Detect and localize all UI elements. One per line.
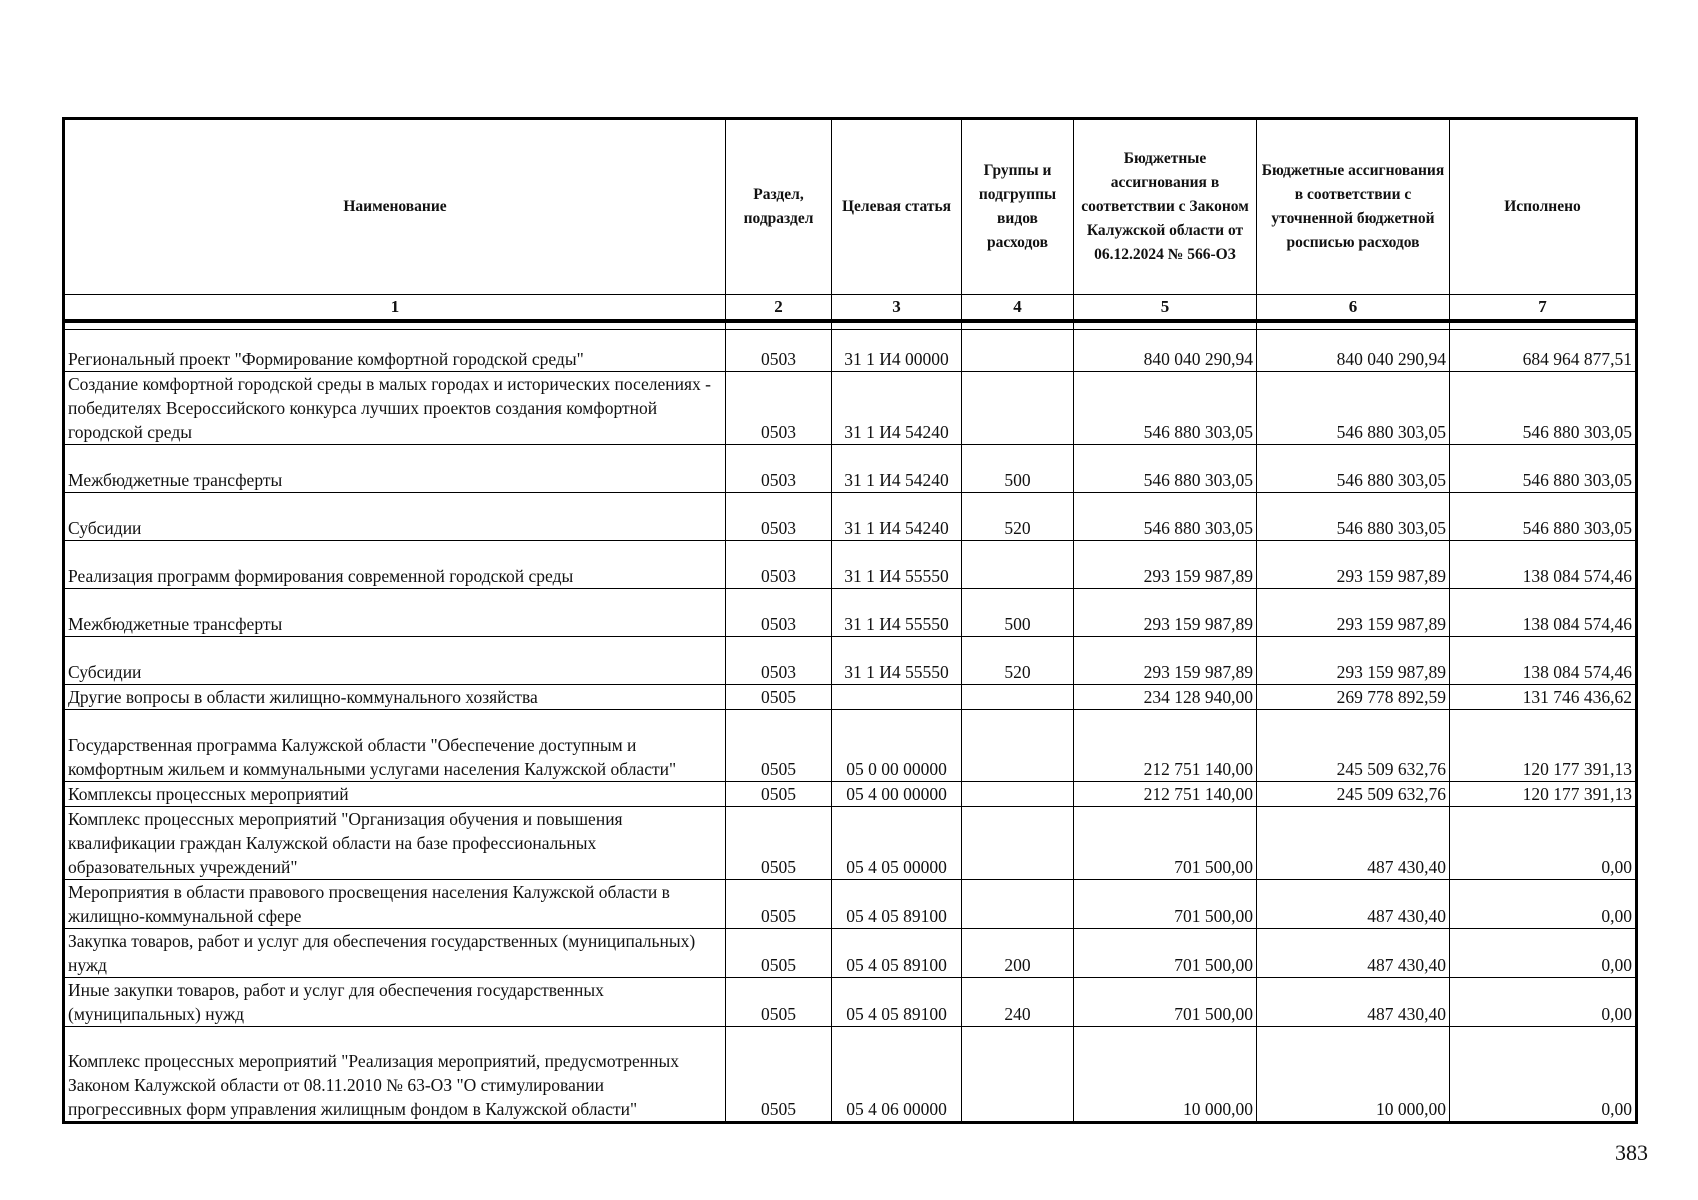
column-number: 2 (726, 295, 832, 322)
table-row (64, 782, 1637, 807)
row-name: Межбюджетные трансферты (64, 445, 726, 493)
row-executed: 138 084 574,46 (1450, 589, 1637, 637)
row-name: Комплекс процессных мероприятий "Реализация мероприятий, предусмотренных Законом Калужской области от 08.11.2010 № 63-ОЗ "О стимулировании прогрессивных форм управления жилищным фондом в Калужской области" (64, 1027, 726, 1123)
row-law-allocation: 546 880 303,05 (1074, 445, 1257, 493)
row-article: 05 0 00 00000 (832, 710, 962, 782)
row-refined-allocation: 546 880 303,05 (1257, 372, 1450, 445)
row-law-allocation: 212 751 140,00 (1074, 782, 1257, 807)
header-executed: Исполнено (1450, 119, 1637, 295)
row-expense-group (962, 807, 1074, 880)
row-expense-group: 500 (962, 589, 1074, 637)
row-law-allocation: 701 500,00 (1074, 978, 1257, 1027)
row-executed: 138 084 574,46 (1450, 637, 1637, 685)
row-expense-group (962, 880, 1074, 929)
row-section: 0503 (726, 589, 832, 637)
row-refined-allocation: 487 430,40 (1257, 929, 1450, 978)
table-row (64, 372, 1637, 445)
column-number: 7 (1450, 295, 1637, 322)
table-row (64, 445, 1637, 493)
header-row (64, 119, 1637, 295)
row-refined-allocation: 245 509 632,76 (1257, 710, 1450, 782)
row-name: Закупка товаров, работ и услуг для обеспечения государственных (муниципальных) нужд (64, 929, 726, 978)
row-law-allocation: 293 159 987,89 (1074, 541, 1257, 589)
row-executed: 546 880 303,05 (1450, 493, 1637, 541)
row-law-allocation: 701 500,00 (1074, 929, 1257, 978)
row-refined-allocation: 840 040 290,94 (1257, 330, 1450, 372)
table-row (64, 493, 1637, 541)
row-executed: 120 177 391,13 (1450, 782, 1637, 807)
row-expense-group: 200 (962, 929, 1074, 978)
table-row (64, 589, 1637, 637)
header-section: Раздел, подраздел (726, 119, 832, 295)
row-executed: 0,00 (1450, 880, 1637, 929)
budget-table (62, 117, 1638, 1124)
row-expense-group (962, 685, 1074, 710)
row-section: 0505 (726, 685, 832, 710)
row-refined-allocation: 487 430,40 (1257, 807, 1450, 880)
table-row (64, 710, 1637, 782)
row-law-allocation: 840 040 290,94 (1074, 330, 1257, 372)
row-executed: 138 084 574,46 (1450, 541, 1637, 589)
row-expense-group: 240 (962, 978, 1074, 1027)
row-expense-group: 520 (962, 493, 1074, 541)
table-row (64, 880, 1637, 929)
row-refined-allocation: 245 509 632,76 (1257, 782, 1450, 807)
row-refined-allocation: 293 159 987,89 (1257, 541, 1450, 589)
table-body (64, 330, 1637, 1123)
row-expense-group (962, 782, 1074, 807)
row-law-allocation: 293 159 987,89 (1074, 637, 1257, 685)
row-executed: 120 177 391,13 (1450, 710, 1637, 782)
row-article: 05 4 00 00000 (832, 782, 962, 807)
row-executed: 0,00 (1450, 1027, 1637, 1123)
row-name: Субсидии (64, 493, 726, 541)
row-law-allocation: 546 880 303,05 (1074, 372, 1257, 445)
column-number: 5 (1074, 295, 1257, 322)
row-article: 31 1 И4 55550 (832, 541, 962, 589)
row-executed: 546 880 303,05 (1450, 445, 1637, 493)
table-row (64, 541, 1637, 589)
row-section: 0503 (726, 493, 832, 541)
row-article: 31 1 И4 54240 (832, 445, 962, 493)
row-law-allocation: 546 880 303,05 (1074, 493, 1257, 541)
row-article: 05 4 06 00000 (832, 1027, 962, 1123)
row-name: Комплекс процессных мероприятий "Организация обучения и повышения квалификации граждан Калужской области на базе профессиональных образовательных учреждений" (64, 807, 726, 880)
row-refined-allocation: 487 430,40 (1257, 880, 1450, 929)
column-number: 6 (1257, 295, 1450, 322)
row-article: 05 4 05 89100 (832, 929, 962, 978)
row-law-allocation: 701 500,00 (1074, 807, 1257, 880)
row-name: Комплексы процессных мероприятий (64, 782, 726, 807)
row-expense-group: 500 (962, 445, 1074, 493)
header-spacer (64, 321, 1637, 330)
row-expense-group (962, 330, 1074, 372)
row-executed: 0,00 (1450, 929, 1637, 978)
header-name: Наименование (64, 119, 726, 295)
row-executed: 131 746 436,62 (1450, 685, 1637, 710)
row-refined-allocation: 546 880 303,05 (1257, 445, 1450, 493)
row-law-allocation: 701 500,00 (1074, 880, 1257, 929)
row-article (832, 685, 962, 710)
table-row (64, 978, 1637, 1027)
column-number: 4 (962, 295, 1074, 322)
row-name: Иные закупки товаров, работ и услуг для обеспечения государственных (муниципальных) нужд (64, 978, 726, 1027)
row-section: 0505 (726, 880, 832, 929)
row-executed: 684 964 877,51 (1450, 330, 1637, 372)
row-refined-allocation: 293 159 987,89 (1257, 589, 1450, 637)
row-law-allocation: 10 000,00 (1074, 1027, 1257, 1123)
row-section: 0505 (726, 710, 832, 782)
header-expense-group: Группы и подгруппы видов расходов (962, 119, 1074, 295)
row-section: 0505 (726, 807, 832, 880)
page-number: 383 (1615, 1140, 1648, 1165)
column-number-row (64, 295, 1637, 322)
row-section: 0505 (726, 929, 832, 978)
row-refined-allocation: 269 778 892,59 (1257, 685, 1450, 710)
row-section: 0503 (726, 372, 832, 445)
row-law-allocation: 293 159 987,89 (1074, 589, 1257, 637)
row-name: Другие вопросы в области жилищно-коммунального хозяйства (64, 685, 726, 710)
row-name: Государственная программа Калужской области "Обеспечение доступным и комфортным жильем и коммунальными услугами населения Калужской области" (64, 710, 726, 782)
table-row (64, 637, 1637, 685)
row-article: 05 4 05 89100 (832, 880, 962, 929)
table-row (64, 330, 1637, 372)
row-name: Субсидии (64, 637, 726, 685)
row-section: 0503 (726, 541, 832, 589)
row-refined-allocation: 487 430,40 (1257, 978, 1450, 1027)
row-article: 05 4 05 89100 (832, 978, 962, 1027)
row-article: 31 1 И4 55550 (832, 589, 962, 637)
row-article: 31 1 И4 00000 (832, 330, 962, 372)
header-article: Целевая статья (832, 119, 962, 295)
row-section: 0503 (726, 330, 832, 372)
table-row (64, 685, 1637, 710)
row-law-allocation: 212 751 140,00 (1074, 710, 1257, 782)
row-expense-group (962, 710, 1074, 782)
row-expense-group (962, 541, 1074, 589)
row-name: Межбюджетные трансферты (64, 589, 726, 637)
row-name: Региональный проект "Формирование комфортной городской среды" (64, 330, 726, 372)
row-executed: 546 880 303,05 (1450, 372, 1637, 445)
header-law-allocation: Бюджетные ассигнования в соответствии с Законом Калужской области от 06.12.2024 № 566-ОЗ (1074, 119, 1257, 295)
row-refined-allocation: 546 880 303,05 (1257, 493, 1450, 541)
row-name: Мероприятия в области правового просвещения населения Калужской области в жилищно-коммунальной сфере (64, 880, 726, 929)
row-section: 0505 (726, 782, 832, 807)
row-section: 0505 (726, 1027, 832, 1123)
row-executed: 0,00 (1450, 978, 1637, 1027)
row-article: 31 1 И4 55550 (832, 637, 962, 685)
row-refined-allocation: 293 159 987,89 (1257, 637, 1450, 685)
table-row (64, 929, 1637, 978)
row-executed: 0,00 (1450, 807, 1637, 880)
table-row (64, 1027, 1637, 1123)
row-expense-group (962, 372, 1074, 445)
row-article: 31 1 И4 54240 (832, 493, 962, 541)
row-article: 05 4 05 00000 (832, 807, 962, 880)
table-row (64, 807, 1637, 880)
row-expense-group: 520 (962, 637, 1074, 685)
column-number: 1 (64, 295, 726, 322)
row-section: 0503 (726, 637, 832, 685)
row-law-allocation: 234 128 940,00 (1074, 685, 1257, 710)
row-expense-group (962, 1027, 1074, 1123)
row-refined-allocation: 10 000,00 (1257, 1027, 1450, 1123)
column-number: 3 (832, 295, 962, 322)
header-refined-allocation: Бюджетные ассигнования в соответствии с уточненной бюджетной росписью расходов (1257, 119, 1450, 295)
row-name: Реализация программ формирования современной городской среды (64, 541, 726, 589)
row-name: Создание комфортной городской среды в малых городах и исторических поселениях - победителях Всероссийского конкурса лучших проектов создания комфортной городской среды (64, 372, 726, 445)
row-article: 31 1 И4 54240 (832, 372, 962, 445)
row-section: 0505 (726, 978, 832, 1027)
row-section: 0503 (726, 445, 832, 493)
